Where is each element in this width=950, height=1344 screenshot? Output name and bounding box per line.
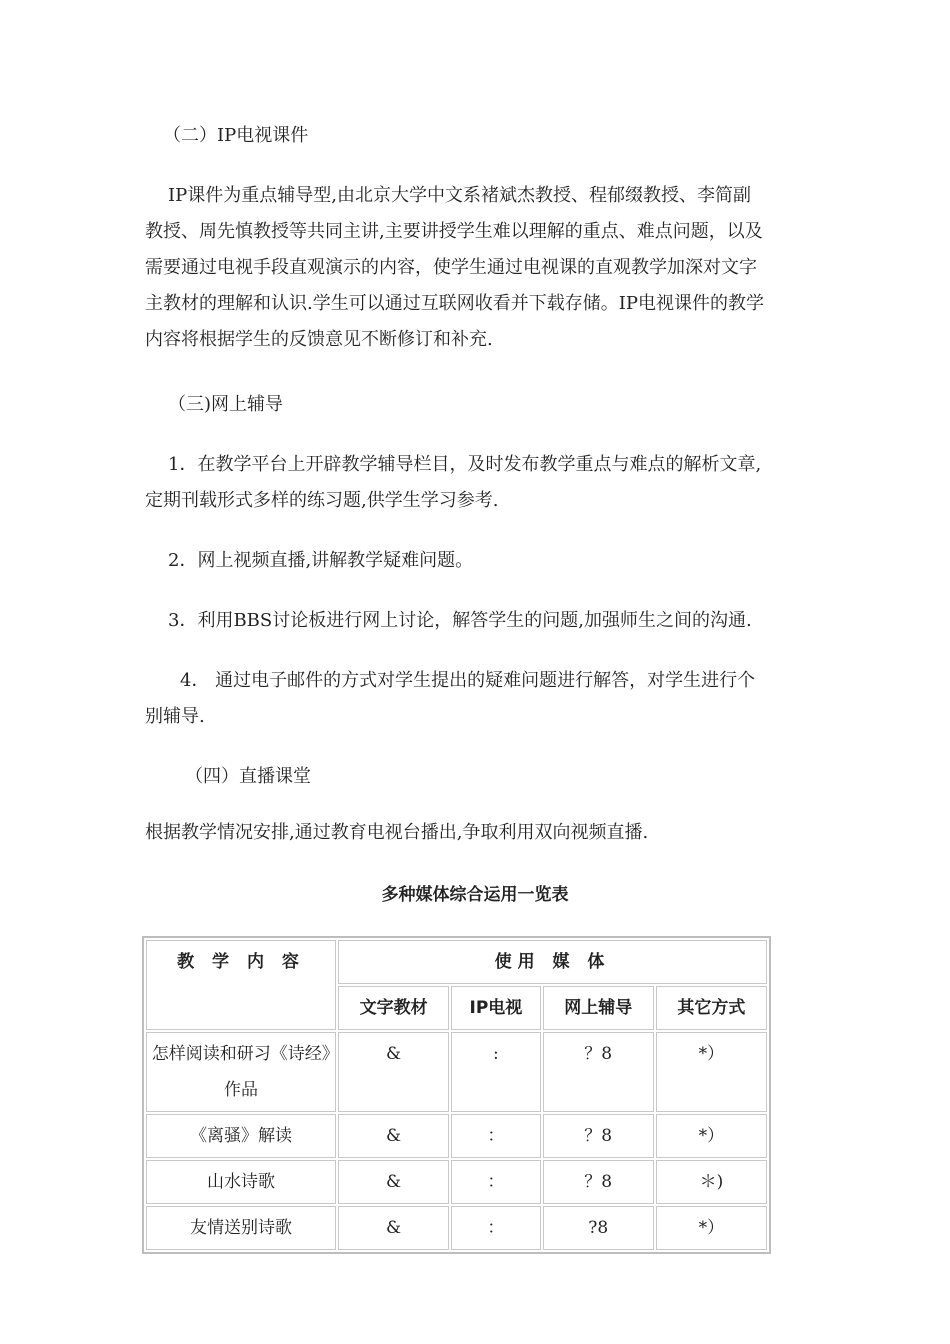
header-ip-tv: IP电视 bbox=[451, 986, 540, 1030]
header-media: 使用 媒 体 bbox=[338, 940, 767, 984]
row-cell: & bbox=[338, 1114, 449, 1158]
paragraph-line: IP课件为重点辅导型,由北京大学中文系褚斌杰教授、程郁缀教授、李简副 bbox=[168, 185, 751, 206]
row-cell: *） bbox=[656, 1206, 767, 1250]
row-cell: ： bbox=[451, 1206, 540, 1250]
row-cell: ＊) bbox=[656, 1160, 767, 1204]
table-row bbox=[146, 1206, 767, 1250]
row-cell: ？8 bbox=[543, 1032, 654, 1112]
paragraph-line: 主教材的理解和认识.学生可以通过互联网收看并下载存储。IP电视课件的教学 bbox=[145, 293, 764, 314]
media-table bbox=[142, 936, 771, 1254]
header-online-tutoring: 网上辅导 bbox=[543, 986, 654, 1030]
row-cell: ： bbox=[451, 1160, 540, 1204]
paragraph-line: 教授、周先慎教授等共同主讲,主要讲授学生难以理解的重点、难点问题，以及 bbox=[145, 221, 763, 242]
table-title: 多种媒体综合运用一览表 bbox=[381, 885, 569, 905]
row-cell: : bbox=[451, 1032, 540, 1112]
row-cell: & bbox=[338, 1206, 449, 1250]
row-cell: ： bbox=[451, 1114, 540, 1158]
section-heading-online-tutoring: （三)网上辅导 bbox=[168, 394, 284, 415]
row-cell: & bbox=[338, 1032, 449, 1112]
list-item-4: 4． 通过电子邮件的方式对学生提出的疑难问题进行解答，对学生进行个 bbox=[180, 670, 756, 691]
row-content: 《离骚》解读 bbox=[146, 1114, 336, 1158]
list-item-1: 1．在教学平台上开辟教学辅导栏目，及时发布教学重点与难点的解析文章, bbox=[168, 454, 762, 475]
table-row bbox=[146, 1032, 767, 1112]
paragraph-line: 需要通过电视手段直观演示的内容，使学生通过电视课的直观教学加深对文字 bbox=[145, 257, 757, 278]
row-cell: *） bbox=[656, 1114, 767, 1158]
row-cell: *） bbox=[656, 1032, 767, 1112]
header-text-material: 文字教材 bbox=[338, 986, 449, 1030]
row-content: 友情送别诗歌 bbox=[146, 1206, 336, 1250]
header-content: 教 学 内 容 bbox=[146, 940, 336, 1030]
row-cell: ?8 bbox=[543, 1206, 654, 1250]
row-content: 山水诗歌 bbox=[146, 1160, 336, 1204]
list-item-3: 3．利用BBS讨论板进行网上讨论，解答学生的问题,加强师生之间的沟通. bbox=[168, 610, 752, 631]
list-item-2: 2．网上视频直播,讲解教学疑难问题。 bbox=[168, 550, 474, 571]
list-item-1-cont: 定期刊载形式多样的练习题,供学生学习参考. bbox=[145, 490, 499, 511]
paragraph-line: 内容将根据学生的反馈意见不断修订和补充. bbox=[145, 329, 493, 350]
row-cell: ？8 bbox=[543, 1160, 654, 1204]
section-heading-ip-tv: （二）IP电视课件 bbox=[163, 125, 309, 146]
table-row bbox=[146, 1114, 767, 1158]
header-other-methods: 其它方式 bbox=[656, 986, 767, 1030]
live-class-text: 根据教学情况安排,通过教育电视台播出,争取利用双向视频直播. bbox=[145, 822, 649, 843]
row-cell: ？8 bbox=[543, 1114, 654, 1158]
row-cell: & bbox=[338, 1160, 449, 1204]
list-item-4-cont: 别辅导. bbox=[145, 706, 205, 727]
table-row bbox=[146, 1160, 767, 1204]
row-content: 怎样阅读和研习《诗经》作品 bbox=[146, 1032, 336, 1112]
section-heading-live-class: （四）直播课堂 bbox=[185, 766, 311, 787]
